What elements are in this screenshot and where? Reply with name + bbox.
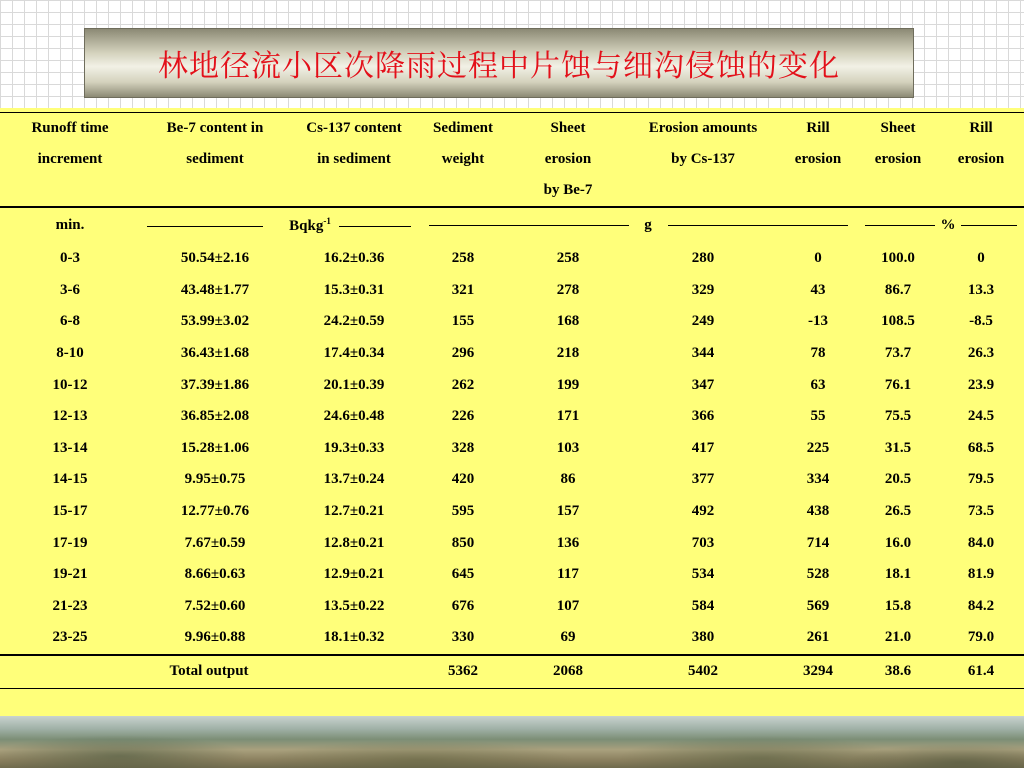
table-row bbox=[0, 622, 1024, 655]
column-header-text bbox=[858, 175, 938, 207]
table-cell: 26.3 bbox=[967, 345, 995, 362]
table-cell: 321 bbox=[451, 281, 475, 298]
column-header-text: increment bbox=[37, 151, 103, 167]
table-cell: 81.9 bbox=[967, 566, 995, 583]
table-cell: 43.48±1.77 bbox=[180, 281, 250, 298]
table-cell: 850 bbox=[451, 534, 475, 551]
table-cell: 17-19 bbox=[52, 534, 88, 551]
table-cell: 36.85±2.08 bbox=[180, 408, 250, 425]
table-cell: 13.7±0.24 bbox=[323, 471, 385, 488]
table-cell: 528 bbox=[806, 566, 830, 583]
table-cell: 21-23 bbox=[52, 597, 88, 614]
total-label: Total output bbox=[0, 655, 418, 689]
table-cell: 7.52±0.60 bbox=[184, 597, 246, 614]
table-row bbox=[0, 275, 1024, 307]
table-cell: 79.0 bbox=[967, 629, 995, 646]
column-header-text bbox=[0, 175, 140, 207]
table-cell: 20.1±0.39 bbox=[323, 376, 385, 393]
table-cell: 8.66±0.63 bbox=[184, 566, 246, 583]
table-cell: 676 bbox=[451, 597, 475, 614]
table-cell: 262 bbox=[451, 376, 475, 393]
table-cell: 280 bbox=[691, 250, 715, 267]
table-cell: 17.4±0.34 bbox=[323, 345, 385, 362]
title-banner bbox=[84, 28, 914, 98]
table-cell: 10-12 bbox=[52, 376, 88, 393]
table-cell: 330 bbox=[451, 629, 475, 646]
table-cell: 168 bbox=[556, 313, 580, 330]
column-header-text bbox=[418, 175, 508, 207]
column-header-text: erosion bbox=[794, 151, 842, 167]
table-cell: 20.5 bbox=[884, 471, 912, 488]
table-cell: 24.6±0.48 bbox=[323, 408, 385, 425]
unit-time: min. bbox=[0, 207, 140, 243]
table-cell: 199 bbox=[556, 376, 580, 393]
table-cell: 12-13 bbox=[52, 408, 88, 425]
column-header-text bbox=[628, 175, 778, 207]
table-cell: 344 bbox=[691, 345, 715, 362]
table-cell: 100.0 bbox=[881, 250, 915, 267]
table-cell: 63 bbox=[810, 376, 826, 393]
table-cell: 21.0 bbox=[884, 629, 912, 646]
table-cell: 7.67±0.59 bbox=[184, 534, 246, 551]
table-cell: 366 bbox=[691, 408, 715, 425]
column-header-text: erosion bbox=[957, 151, 1005, 167]
column-header-text: by Be-7 bbox=[543, 182, 593, 198]
column-header-text: Sheet bbox=[858, 113, 938, 145]
slide-title: 林地径流小区次降雨过程中片蚀与细沟侵蚀的变化 bbox=[158, 49, 840, 84]
table-cell: 15.8 bbox=[884, 597, 912, 614]
table-row bbox=[0, 464, 1024, 496]
total-cell: 5362 bbox=[418, 655, 508, 689]
unit-percent: % bbox=[940, 217, 956, 233]
table-cell: 329 bbox=[691, 281, 715, 298]
table-cell: 226 bbox=[451, 408, 475, 425]
table-cell: 249 bbox=[691, 313, 715, 330]
table-cell: 18.1±0.32 bbox=[323, 629, 385, 646]
table-cell: 86.7 bbox=[884, 281, 912, 298]
header-line-3 bbox=[0, 175, 1024, 207]
unit-line bbox=[865, 225, 935, 226]
table-row bbox=[0, 559, 1024, 591]
table-cell: -8.5 bbox=[969, 313, 993, 330]
table-cell: 86 bbox=[560, 471, 576, 488]
table-cell: 31.5 bbox=[884, 439, 912, 456]
table-cell: 347 bbox=[691, 376, 715, 393]
table-cell: 19.3±0.33 bbox=[323, 439, 385, 456]
table-cell: 0-3 bbox=[60, 250, 80, 267]
table-cell: 24.5 bbox=[967, 408, 995, 425]
table-row bbox=[0, 338, 1024, 370]
unit-activity: Bqkg$^{-1}$ bbox=[289, 216, 331, 234]
table-cell: 569 bbox=[806, 597, 830, 614]
column-header-text: Sheet bbox=[508, 113, 628, 145]
column-header-text: erosion bbox=[544, 151, 592, 167]
table-cell: 12.77±0.76 bbox=[180, 503, 250, 520]
table-row bbox=[0, 527, 1024, 559]
table-cell: 18.1 bbox=[884, 566, 912, 583]
table-cell: 13.3 bbox=[967, 281, 995, 298]
table-row bbox=[0, 433, 1024, 465]
column-header-text: sediment bbox=[186, 151, 244, 167]
column-header-text: Be-7 content in bbox=[140, 113, 290, 145]
table-cell: 417 bbox=[691, 439, 715, 456]
table-cell: 492 bbox=[691, 503, 715, 520]
column-header-text bbox=[140, 175, 290, 207]
table-row bbox=[0, 243, 1024, 275]
table-cell: 420 bbox=[451, 471, 475, 488]
unit-line bbox=[429, 225, 629, 226]
table-cell: 334 bbox=[806, 471, 830, 488]
column-header-text: by Cs-137 bbox=[671, 151, 735, 167]
table-cell: 73.5 bbox=[967, 503, 995, 520]
table-row bbox=[0, 591, 1024, 623]
unit-mass: g bbox=[644, 217, 652, 233]
column-header-text: Cs-137 content bbox=[290, 113, 418, 145]
table-cell: 377 bbox=[691, 471, 715, 488]
table-cell: 328 bbox=[451, 439, 475, 456]
table-cell: 136 bbox=[556, 534, 580, 551]
table-cell: 12.7±0.21 bbox=[323, 503, 385, 520]
column-header-text bbox=[290, 175, 418, 207]
table-cell: 9.96±0.88 bbox=[184, 629, 246, 646]
table-cell: 225 bbox=[806, 439, 830, 456]
table-cell: 43 bbox=[810, 281, 826, 298]
column-header-text: weight bbox=[441, 151, 485, 167]
table-cell: 73.7 bbox=[884, 345, 912, 362]
table-cell: 0 bbox=[814, 250, 822, 267]
table-cell: 438 bbox=[806, 503, 830, 520]
table-cell: 75.5 bbox=[884, 408, 912, 425]
table-row bbox=[0, 496, 1024, 528]
table-cell: 645 bbox=[451, 566, 475, 583]
table-cell: 258 bbox=[556, 250, 580, 267]
table-cell: 23-25 bbox=[52, 629, 88, 646]
table-cell: 584 bbox=[691, 597, 715, 614]
table-cell: 15-17 bbox=[52, 503, 88, 520]
table-row bbox=[0, 306, 1024, 338]
table-cell: 380 bbox=[691, 629, 715, 646]
table-cell: 107 bbox=[556, 597, 580, 614]
table-cell: 155 bbox=[451, 313, 475, 330]
total-cell: 2068 bbox=[508, 655, 628, 689]
hills-decoration bbox=[0, 716, 1024, 768]
header-line-2 bbox=[0, 144, 1024, 175]
table-cell: 50.54±2.16 bbox=[180, 250, 250, 267]
table-cell: 171 bbox=[556, 408, 580, 425]
table-cell: 8-10 bbox=[56, 345, 84, 362]
column-header-text: Runoff time bbox=[0, 113, 140, 145]
table-cell: 9.95±0.75 bbox=[184, 471, 246, 488]
total-cell: 3294 bbox=[778, 655, 858, 689]
table-row bbox=[0, 369, 1024, 401]
table-cell: 6-8 bbox=[60, 313, 80, 330]
table-cell: 3-6 bbox=[60, 281, 80, 298]
table-cell: 23.9 bbox=[967, 376, 995, 393]
table-cell: 37.39±1.86 bbox=[180, 376, 250, 393]
column-header-text bbox=[938, 175, 1024, 207]
unit-mass-cell bbox=[418, 207, 858, 243]
table-cell: 13.5±0.22 bbox=[323, 597, 385, 614]
table-cell: 16.2±0.36 bbox=[323, 250, 385, 267]
table-cell: 703 bbox=[691, 534, 715, 551]
total-cell: 5402 bbox=[628, 655, 778, 689]
column-header-text: Sediment bbox=[418, 113, 508, 145]
table-cell: 84.2 bbox=[967, 597, 995, 614]
total-row bbox=[0, 655, 1024, 689]
table-cell: 69 bbox=[560, 629, 576, 646]
table-row bbox=[0, 401, 1024, 433]
table-body bbox=[0, 243, 1024, 655]
column-header-text: in sediment bbox=[317, 151, 391, 167]
table-cell: 76.1 bbox=[884, 376, 912, 393]
table-cell: 12.8±0.21 bbox=[323, 534, 385, 551]
table-cell: 13-14 bbox=[52, 439, 88, 456]
unit-line bbox=[961, 225, 1017, 226]
table-cell: 78 bbox=[810, 345, 826, 362]
total-row-group bbox=[0, 655, 1024, 689]
erosion-table bbox=[0, 112, 1024, 689]
table-cell: 258 bbox=[451, 250, 475, 267]
table-cell: 53.99±3.02 bbox=[180, 313, 250, 330]
unit-percent-cell bbox=[858, 207, 1024, 243]
table-header bbox=[0, 113, 1024, 208]
table-cell: 296 bbox=[451, 345, 475, 362]
table-cell: 26.5 bbox=[884, 503, 912, 520]
table-cell: 12.9±0.21 bbox=[323, 566, 385, 583]
table-cell: 68.5 bbox=[967, 439, 995, 456]
units-row-group bbox=[0, 207, 1024, 243]
table-cell: 16.0 bbox=[884, 534, 912, 551]
table-cell: 15.28±1.06 bbox=[180, 439, 250, 456]
table-cell: 55 bbox=[810, 408, 826, 425]
table-cell: 24.2±0.59 bbox=[323, 313, 385, 330]
table-cell: 15.3±0.31 bbox=[323, 281, 385, 298]
column-header-text: erosion bbox=[874, 151, 922, 167]
table-cell: 0 bbox=[977, 250, 985, 267]
table-cell: 19-21 bbox=[52, 566, 88, 583]
total-cell: 61.4 bbox=[938, 655, 1024, 689]
table-cell: 261 bbox=[806, 629, 830, 646]
table-cell: 108.5 bbox=[881, 313, 915, 330]
table-cell: 714 bbox=[806, 534, 830, 551]
units-row bbox=[0, 207, 1024, 243]
total-cell: 38.6 bbox=[858, 655, 938, 689]
table-cell: 14-15 bbox=[52, 471, 88, 488]
unit-line bbox=[339, 226, 411, 227]
table-cell: 157 bbox=[556, 503, 580, 520]
table-cell: 36.43±1.68 bbox=[180, 345, 250, 362]
column-header-text: Erosion amounts bbox=[628, 113, 778, 145]
table-cell: 117 bbox=[557, 566, 579, 583]
column-header-text: Rill bbox=[938, 113, 1024, 145]
landscape-photo-strip bbox=[0, 716, 1024, 768]
column-header-text: Rill bbox=[778, 113, 858, 145]
table-cell: 84.0 bbox=[967, 534, 995, 551]
table-cell: 595 bbox=[451, 503, 475, 520]
table-cell: 534 bbox=[691, 566, 715, 583]
column-header-text bbox=[778, 175, 858, 207]
table-cell: -13 bbox=[808, 313, 828, 330]
unit-activity-cell bbox=[140, 207, 418, 243]
table-cell: 79.5 bbox=[967, 471, 995, 488]
table-cell: 278 bbox=[556, 281, 580, 298]
unit-line bbox=[668, 225, 848, 226]
table-cell: 103 bbox=[556, 439, 580, 456]
unit-line bbox=[147, 226, 263, 227]
header-line-1 bbox=[0, 113, 1024, 145]
table-cell: 218 bbox=[556, 345, 580, 362]
